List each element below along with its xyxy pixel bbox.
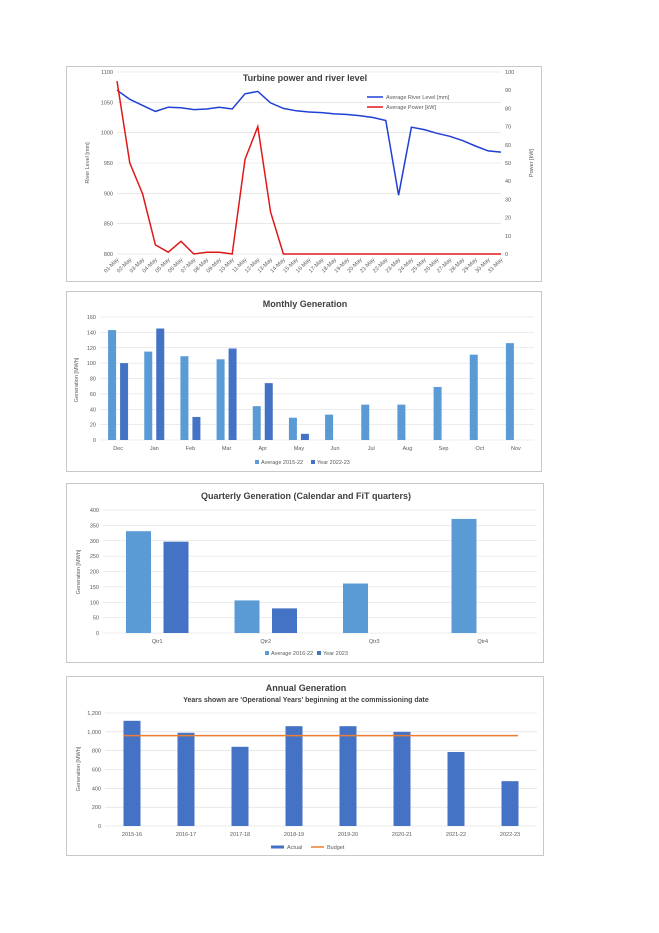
legend-budget-label: Budget (327, 845, 345, 851)
x-tick-label: Qtr4 (477, 639, 489, 645)
y2-tick-label: 0 (505, 252, 509, 258)
y-tick-label: 1000 (100, 130, 113, 137)
x-tick-label: Nov (511, 446, 521, 452)
x-tick-label: 23-May (384, 257, 403, 275)
bar (144, 352, 152, 440)
annual-chart-panel (66, 676, 544, 856)
y-tick-label: 100 (86, 361, 96, 368)
bar (124, 721, 141, 826)
y-tick-label: 250 (89, 554, 99, 561)
x-tick-label: 21-May (359, 257, 377, 275)
legend-power-label: Average Power [kW] (386, 105, 437, 111)
y-tick-label: 0 (97, 824, 101, 830)
y2-tick-label: 50 (505, 161, 512, 167)
x-tick-label: Jul (367, 446, 375, 452)
y2-tick-label: 20 (505, 215, 512, 222)
chart-title: Turbine power and river level (242, 73, 368, 83)
x-tick-label: 2020-21 (391, 832, 413, 838)
bar (120, 363, 128, 440)
bar (397, 405, 405, 440)
y-axis-label: Generation [MWh] (76, 746, 82, 792)
quarterly-chart-panel (66, 483, 544, 663)
x-tick-label: Dec (113, 446, 123, 452)
monthly-chart (67, 292, 543, 473)
legend-year-label: Year 2022-23 (317, 460, 350, 466)
bar (156, 329, 164, 440)
bar (180, 356, 188, 440)
legend-avg-swatch (255, 460, 259, 464)
bar (229, 349, 237, 440)
x-tick-label: 03-May (128, 257, 147, 275)
bar (232, 747, 249, 826)
x-tick-label: 22-May (372, 257, 390, 275)
x-tick-label: 06-May (167, 257, 185, 275)
x-tick-label: 2017-18 (229, 832, 251, 838)
x-tick-label: 01-May (103, 257, 121, 275)
annual-chart (67, 677, 545, 857)
x-tick-label: Qtr2 (260, 639, 272, 645)
y-tick-label: 20 (89, 422, 96, 429)
bar (217, 359, 225, 440)
x-tick-label: Feb (185, 446, 196, 452)
bar (164, 542, 189, 633)
legend-avg-label: Average 2016-22 (271, 651, 314, 657)
y-tick-label: 140 (86, 330, 96, 337)
x-tick-label: 18-May (320, 257, 339, 275)
x-tick-label: 19-May (333, 257, 351, 275)
y-tick-label: 50 (92, 615, 99, 622)
legend-year-label: Year 2023 (323, 651, 348, 657)
y-tick-label: 800 (91, 748, 101, 755)
bar (272, 608, 297, 633)
x-tick-label: Qtr1 (151, 639, 163, 645)
x-tick-label: 2018-19 (283, 832, 305, 838)
bar (452, 519, 477, 633)
y-axis-label: Generation [MWh] (74, 357, 80, 403)
x-tick-label: 17-May (308, 257, 326, 275)
bar (253, 406, 261, 440)
y-tick-label: 200 (91, 805, 101, 812)
x-tick-label: 15-May (282, 257, 300, 275)
x-tick-label: Sep (438, 446, 449, 452)
x-tick-label: Mar (221, 446, 232, 452)
y-tick-label: 850 (103, 221, 113, 228)
x-tick-label: Jun (330, 446, 340, 452)
legend (271, 845, 345, 851)
y2-tick-label: 100 (505, 70, 515, 76)
x-tick-label: 25-May (410, 257, 428, 275)
chart-title: Quarterly Generation (Calendar and FiT quarters) (200, 491, 412, 501)
x-tick-label: 24-May (397, 257, 415, 275)
y2-tick-label: 60 (505, 142, 512, 149)
y-tick-label: 100 (89, 600, 99, 607)
x-tick-label: Oct (475, 446, 485, 452)
legend-river-label: Average River Level [mm] (386, 95, 450, 101)
y-tick-label: 160 (86, 315, 96, 321)
x-tick-label: 2021-22 (445, 832, 467, 838)
x-tick-label: 07-May (180, 257, 198, 275)
bar (506, 343, 514, 440)
x-tick-label: 10-May (218, 257, 236, 275)
y-tick-label: 900 (103, 191, 113, 198)
y-tick-label: 1100 (101, 70, 113, 76)
x-tick-label: 08-May (192, 257, 211, 275)
x-tick-label: 27-May (436, 257, 454, 275)
bar (394, 732, 411, 826)
y2-tick-label: 30 (505, 197, 512, 204)
y-tick-label: 60 (89, 391, 96, 398)
y-tick-label: 1050 (100, 100, 113, 107)
legend (255, 460, 350, 466)
y-tick-label: 600 (91, 767, 101, 774)
x-tick-label: 2022-23 (499, 832, 521, 838)
y2-tick-label: 40 (505, 179, 512, 186)
legend-year-swatch (317, 651, 321, 655)
bar (301, 434, 309, 440)
bar (361, 405, 369, 440)
y2-axis-label: Power [kW] (529, 148, 535, 178)
legend-year-swatch (311, 460, 315, 464)
x-tick-label: 30-May (474, 257, 492, 275)
bar (126, 531, 151, 633)
x-tick-label: 11-May (231, 257, 249, 275)
x-tick-label: 20-May (346, 257, 364, 275)
x-tick-label: 14-May (269, 257, 287, 275)
x-tick-label: May (293, 446, 305, 452)
bar (286, 726, 303, 826)
y-tick-label: 120 (86, 345, 96, 352)
x-tick-label: 16-May (295, 257, 313, 275)
y-tick-label: 350 (89, 523, 99, 530)
legend-actual-label: Actual (287, 845, 303, 851)
bar (325, 415, 333, 440)
y2-tick-label: 90 (505, 88, 512, 95)
chart-subtitle: Years shown are 'Operational Years' beginning at the commissioning date (183, 697, 429, 704)
y-tick-label: 400 (91, 786, 101, 793)
legend-avg-label: Average 2015-22 (261, 460, 304, 466)
x-tick-label: Apr (258, 446, 268, 452)
x-tick-label: 13-May (256, 257, 275, 275)
turbine-chart (67, 67, 543, 283)
y-tick-label: 200 (89, 569, 99, 576)
chart-title: Annual Generation (265, 683, 347, 693)
bar (340, 726, 357, 826)
y2-tick-label: 80 (505, 106, 512, 113)
bar (434, 387, 442, 440)
bar (448, 752, 465, 826)
bar (178, 733, 195, 826)
y-tick-label: 80 (89, 376, 96, 383)
y2-tick-label: 10 (505, 233, 512, 240)
x-tick-label: Jan (149, 446, 159, 452)
x-tick-label: 2016-17 (175, 832, 197, 838)
x-tick-label: 09-May (205, 257, 223, 275)
x-tick-label: 28-May (448, 257, 467, 275)
y-axis-label: Generation [MWh] (76, 549, 82, 595)
river-level-line (117, 90, 501, 195)
x-tick-label: 2019-20 (337, 832, 359, 838)
x-tick-label: 26-May (423, 257, 441, 275)
bar (235, 600, 260, 633)
y-tick-label: 1,000 (87, 729, 101, 736)
y-tick-label: 1,200 (87, 711, 101, 717)
x-tick-label: 31-May (487, 257, 505, 275)
bar (289, 418, 297, 440)
y-tick-label: 0 (95, 631, 99, 637)
bar (108, 330, 116, 440)
y-tick-label: 150 (89, 584, 99, 591)
y-tick-label: 0 (92, 438, 96, 444)
quarterly-chart (67, 484, 545, 664)
legend (265, 651, 348, 657)
y2-tick-label: 70 (505, 124, 512, 131)
legend (367, 95, 450, 111)
bar (265, 383, 273, 440)
y-tick-label: 950 (103, 161, 113, 167)
x-tick-label: 29-May (461, 257, 479, 275)
turbine-chart-panel (66, 66, 542, 282)
x-tick-label: 12-May (244, 257, 262, 275)
y-tick-label: 300 (89, 538, 99, 545)
x-tick-label: Qtr3 (368, 639, 380, 645)
x-tick-label: 05-May (154, 257, 172, 275)
x-tick-label: 02-May (116, 257, 134, 275)
bar (343, 583, 368, 633)
bar (192, 417, 200, 440)
bar (502, 781, 519, 826)
monthly-chart-panel (66, 291, 542, 472)
x-tick-label: Aug (402, 446, 413, 452)
y-tick-label: 40 (89, 407, 96, 414)
y-axis-label: River Level [mm] (85, 142, 91, 184)
y-tick-label: 400 (89, 508, 99, 514)
x-tick-label: 04-May (141, 257, 159, 275)
legend-avg-swatch (265, 651, 269, 655)
chart-title: Monthly Generation (262, 299, 348, 309)
x-tick-label: 2015-16 (121, 832, 143, 838)
y-tick-label: 800 (103, 252, 113, 258)
bar (470, 355, 478, 440)
